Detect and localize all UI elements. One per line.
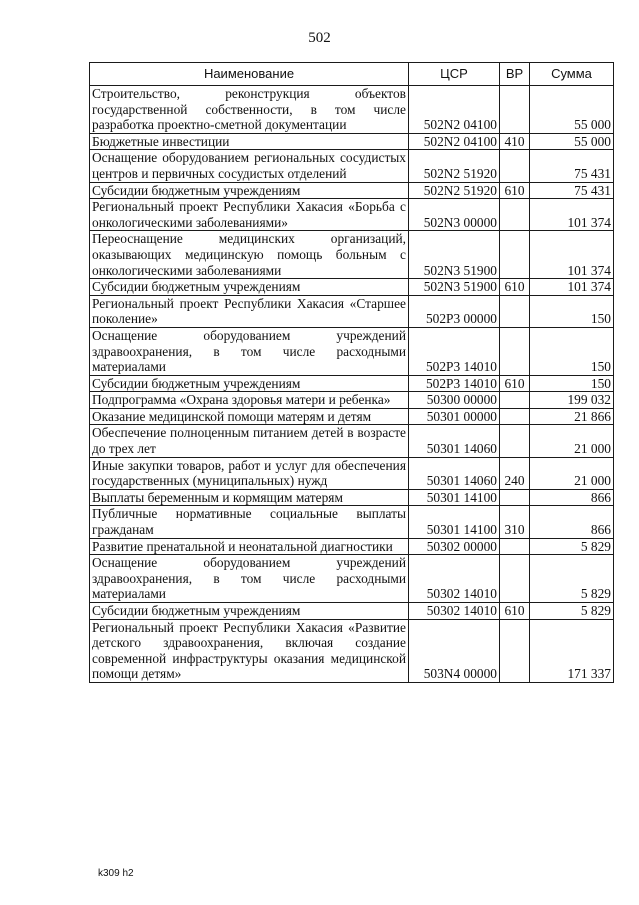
cell-vr: 310 xyxy=(500,506,530,538)
cell-csr: 503N4 00000 xyxy=(409,619,500,682)
table-row xyxy=(90,619,614,682)
cell-csr: 502N3 51900 xyxy=(409,231,500,279)
cell-sum: 5 829 xyxy=(530,555,614,603)
cell-vr xyxy=(500,619,530,682)
table-row xyxy=(90,538,614,555)
cell-vr xyxy=(500,392,530,409)
cell-vr: 610 xyxy=(500,182,530,199)
footer-code: k309 h2 xyxy=(98,868,134,879)
cell-vr xyxy=(500,327,530,375)
cell-vr: 410 xyxy=(500,133,530,150)
cell-sum: 101 374 xyxy=(530,199,614,231)
cell-name: Иные закупки товаров, работ и услуг для обеспечения государственных (муниципальных) нужд xyxy=(90,457,409,489)
cell-sum: 5 829 xyxy=(530,603,614,620)
cell-name: Оснащение оборудованием региональных сосудистых центров и первичных сосудистых отделений xyxy=(90,150,409,182)
header-name: Наименование xyxy=(90,63,409,86)
cell-csr: 502N3 00000 xyxy=(409,199,500,231)
cell-sum: 150 xyxy=(530,327,614,375)
table-body xyxy=(90,86,614,683)
cell-name: Подпрограмма «Охрана здоровья матери и ребенка» xyxy=(90,392,409,409)
cell-csr: 50301 14100 xyxy=(409,489,500,506)
cell-sum: 150 xyxy=(530,295,614,327)
cell-name: Публичные нормативные социальные выплаты гражданам xyxy=(90,506,409,538)
table-header-row xyxy=(90,63,614,86)
cell-csr: 50301 14060 xyxy=(409,457,500,489)
cell-vr: 240 xyxy=(500,457,530,489)
table-row xyxy=(90,182,614,199)
cell-name: Оснащение оборудованием учреждений здравоохранения, в том числе расходными материалами xyxy=(90,327,409,375)
cell-sum: 55 000 xyxy=(530,133,614,150)
cell-csr: 502N2 04100 xyxy=(409,133,500,150)
cell-name: Региональный проект Республики Хакасия «Борьба с онкологическими заболеваниями» xyxy=(90,199,409,231)
table-row xyxy=(90,231,614,279)
cell-vr: 610 xyxy=(500,603,530,620)
cell-sum: 866 xyxy=(530,506,614,538)
cell-csr: 50302 00000 xyxy=(409,538,500,555)
table-row xyxy=(90,295,614,327)
budget-table xyxy=(89,62,614,683)
cell-csr: 502N2 04100 xyxy=(409,86,500,134)
cell-csr: 50301 14060 xyxy=(409,425,500,457)
table-row xyxy=(90,555,614,603)
cell-sum: 75 431 xyxy=(530,150,614,182)
cell-sum: 866 xyxy=(530,489,614,506)
page-number: 502 xyxy=(308,30,331,46)
cell-vr: 610 xyxy=(500,375,530,392)
cell-csr: 502N2 51920 xyxy=(409,182,500,199)
cell-vr xyxy=(500,86,530,134)
table-row xyxy=(90,327,614,375)
table-row xyxy=(90,375,614,392)
table-row xyxy=(90,457,614,489)
cell-csr: 502N2 51920 xyxy=(409,150,500,182)
cell-sum: 150 xyxy=(530,375,614,392)
cell-name: Оказание медицинской помощи матерям и детям xyxy=(90,408,409,425)
cell-name: Субсидии бюджетным учреждениям xyxy=(90,375,409,392)
cell-sum: 171 337 xyxy=(530,619,614,682)
table-row xyxy=(90,199,614,231)
header-csr: ЦСР xyxy=(409,63,500,86)
cell-name: Бюджетные инвестиции xyxy=(90,133,409,150)
cell-sum: 5 829 xyxy=(530,538,614,555)
cell-csr: 50301 14100 xyxy=(409,506,500,538)
cell-vr xyxy=(500,425,530,457)
cell-name: Региональный проект Республики Хакасия «Развитие детского здравоохранения, включая создание современной инфраструктуры оказания медицинской помощи детям» xyxy=(90,619,409,682)
table-row xyxy=(90,150,614,182)
cell-name: Субсидии бюджетным учреждениям xyxy=(90,603,409,620)
cell-csr: 502N3 51900 xyxy=(409,279,500,296)
cell-sum: 21 000 xyxy=(530,425,614,457)
cell-sum: 75 431 xyxy=(530,182,614,199)
cell-sum: 101 374 xyxy=(530,231,614,279)
cell-vr xyxy=(500,538,530,555)
cell-csr: 50301 00000 xyxy=(409,408,500,425)
table-row xyxy=(90,489,614,506)
table-row xyxy=(90,279,614,296)
cell-vr xyxy=(500,231,530,279)
table-row xyxy=(90,392,614,409)
cell-csr: 50302 14010 xyxy=(409,603,500,620)
cell-csr: 502P3 00000 xyxy=(409,295,500,327)
table-row xyxy=(90,86,614,134)
cell-sum: 21 866 xyxy=(530,408,614,425)
cell-name: Выплаты беременным и кормящим матерям xyxy=(90,489,409,506)
cell-vr xyxy=(500,489,530,506)
table-row xyxy=(90,506,614,538)
cell-name: Субсидии бюджетным учреждениям xyxy=(90,182,409,199)
cell-name: Строительство, реконструкция объектов государственной собственности, в том числе разработка проектно-сметной документации xyxy=(90,86,409,134)
cell-sum: 55 000 xyxy=(530,86,614,134)
cell-name: Развитие пренатальной и неонатальной диагностики xyxy=(90,538,409,555)
cell-name: Региональный проект Республики Хакасия «Старшее поколение» xyxy=(90,295,409,327)
header-vr: ВР xyxy=(500,63,530,86)
header-sum: Сумма xyxy=(530,63,614,86)
cell-vr xyxy=(500,150,530,182)
cell-name: Обеспечение полноценным питанием детей в возрасте до трех лет xyxy=(90,425,409,457)
table-row xyxy=(90,133,614,150)
table-row xyxy=(90,408,614,425)
cell-csr: 50302 14010 xyxy=(409,555,500,603)
cell-name: Субсидии бюджетным учреждениям xyxy=(90,279,409,296)
cell-vr xyxy=(500,295,530,327)
cell-sum: 101 374 xyxy=(530,279,614,296)
cell-vr: 610 xyxy=(500,279,530,296)
cell-vr xyxy=(500,408,530,425)
cell-vr xyxy=(500,555,530,603)
cell-name: Оснащение оборудованием учреждений здравоохранения, в том числе расходными материалами xyxy=(90,555,409,603)
cell-sum: 21 000 xyxy=(530,457,614,489)
cell-csr: 502P3 14010 xyxy=(409,327,500,375)
table-row xyxy=(90,425,614,457)
cell-vr xyxy=(500,199,530,231)
table-row xyxy=(90,603,614,620)
cell-csr: 50300 00000 xyxy=(409,392,500,409)
cell-name: Переоснащение медицинских организаций, оказывающих медицинскую помощь больным с онкологическими заболеваниями xyxy=(90,231,409,279)
cell-csr: 502P3 14010 xyxy=(409,375,500,392)
cell-sum: 199 032 xyxy=(530,392,614,409)
